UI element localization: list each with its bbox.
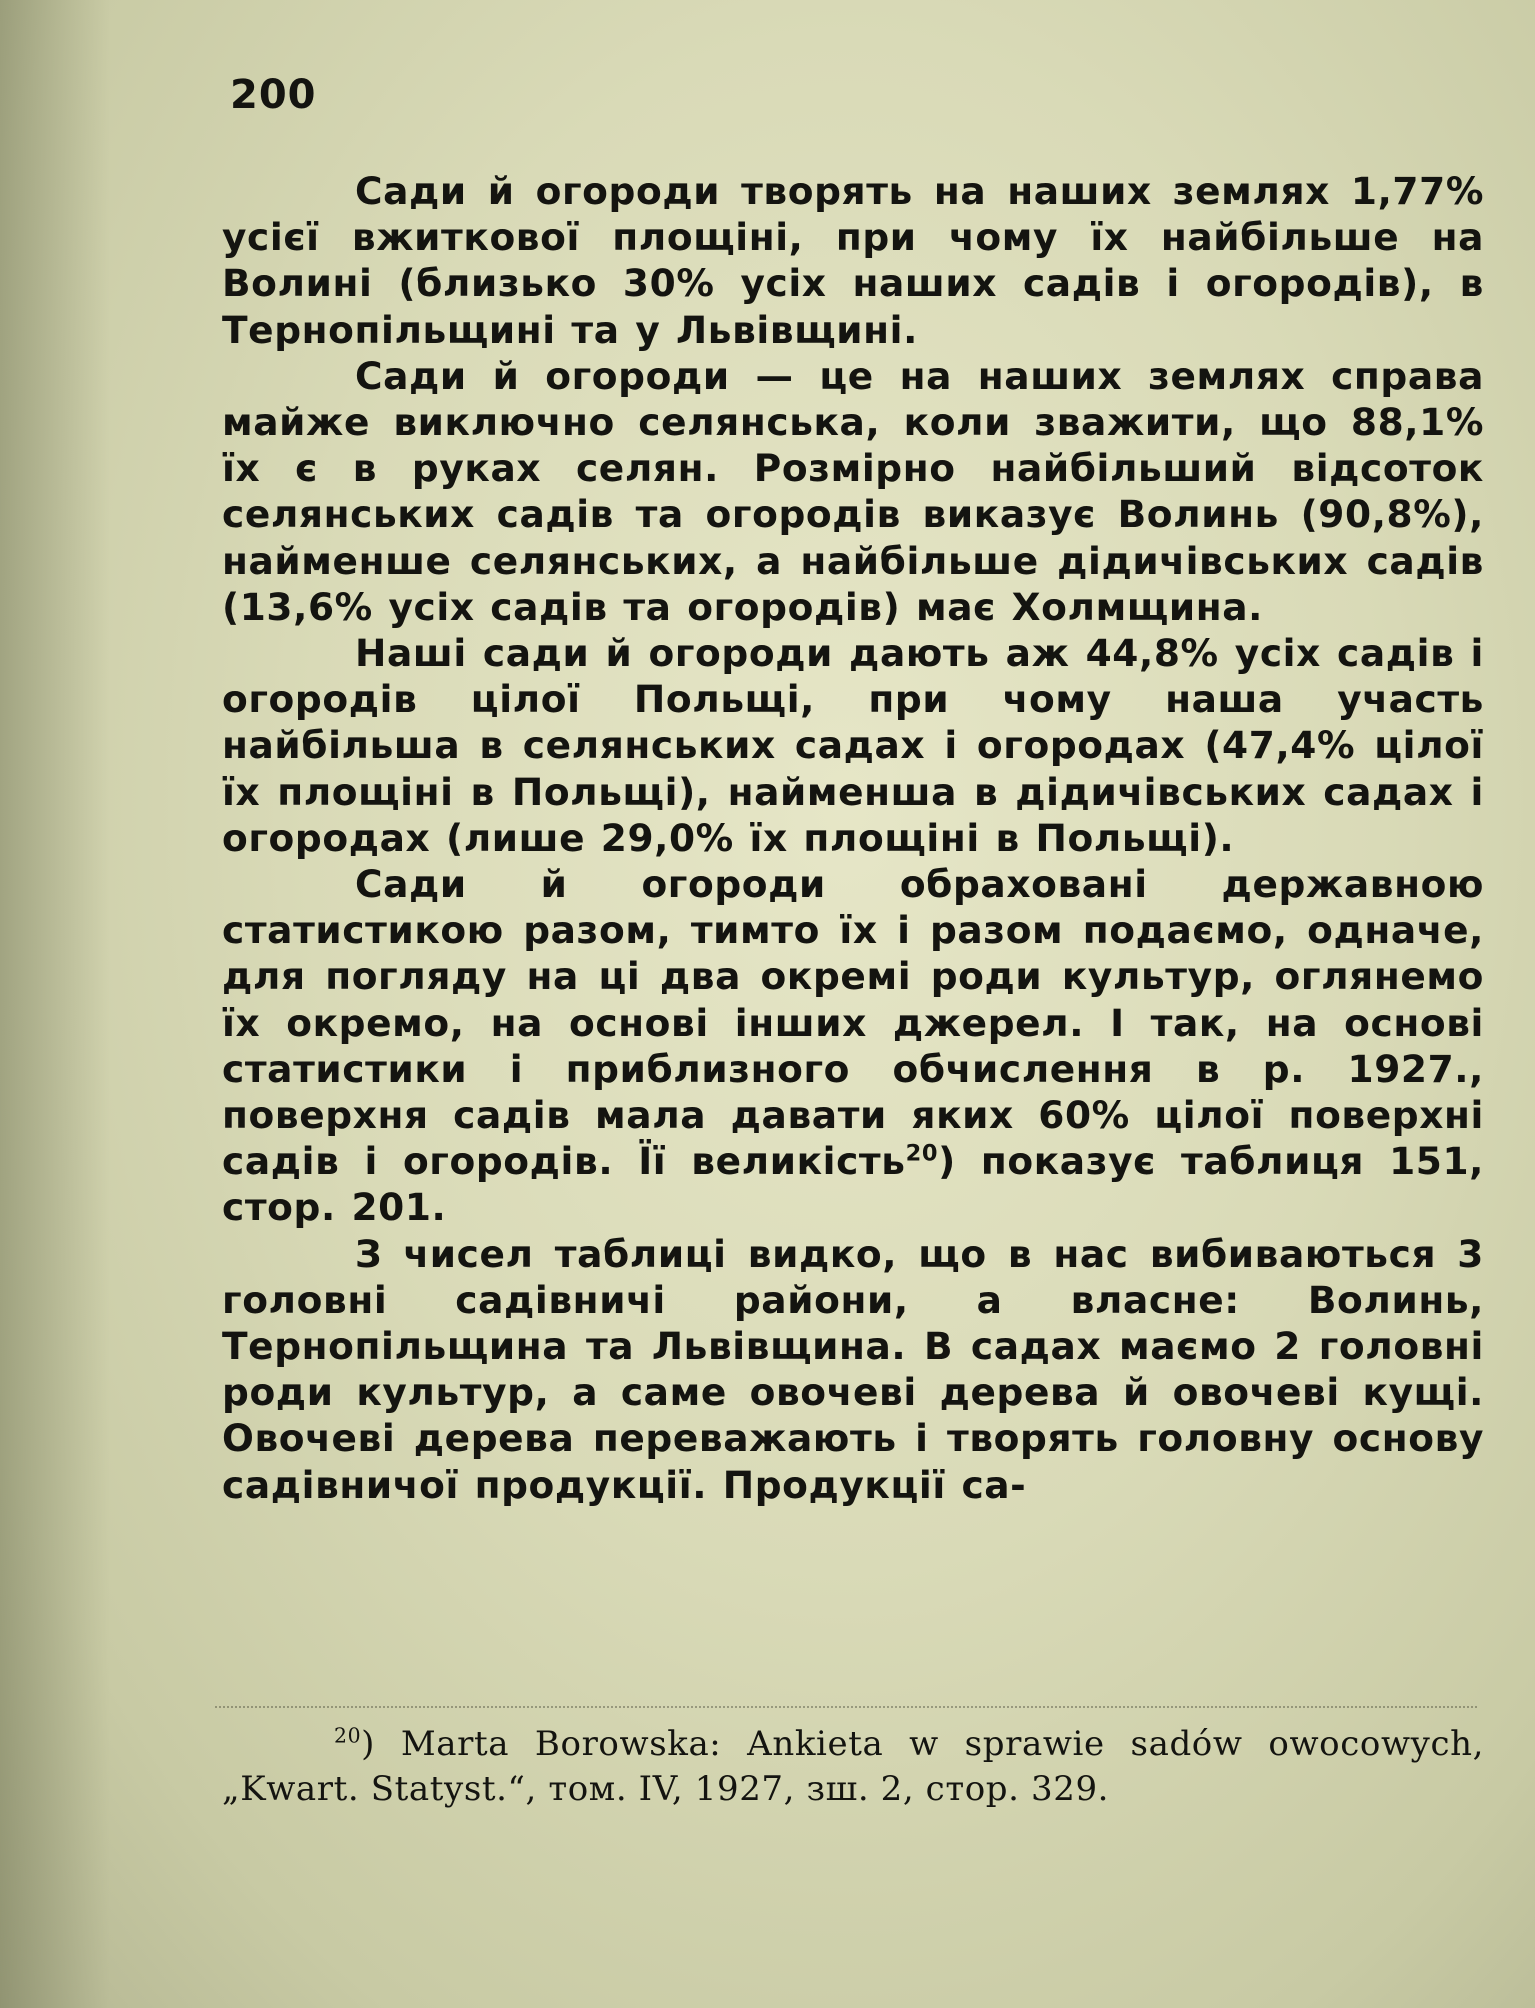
footnote-divider	[215, 1706, 1477, 1708]
paragraph-3: Наші сади й огороди дають аж 44,8% усіх садів і огородів цілої Польщі, при чому наша участь найбільша в селянських садах і огородах (47,4% цілої їх площіні в Польщі), найменша в дідичівських садах і огородах (лише 29,0% їх площіні в Польщі).	[222, 631, 1484, 860]
footnote-marker: 20	[334, 1723, 362, 1748]
paragraph-4-text: Сади й огороди обраховані державною статистикою разом, тимто їх і разом подаємо, одначе, для погляду на ці два окремі роди культур, оглянемо їх окремо, на основі інших джерел. І так, на основі статистики і приблизного обчислення в р. 1927., поверхня садів мала давати яких 60% цілої поверхні садів і огородів. Її великість	[222, 862, 1484, 1184]
paragraph-1: Сади й огороди творять на наших землях 1,77% усієї вжиткової площіні, при чому їх найбільше на Волині (близько 30% усіх наших садів і огородів), в Тернопільщині та у Львівщині.	[222, 169, 1484, 352]
footnote-text: ) Marta Borowska: Ankieta w sprawie sadów owocowych, „Kwart. Statyst.“, том. IV, 1927, зш. 2, стор. 329.	[222, 1724, 1484, 1809]
paragraph-5: З чисел таблиці видко, що в нас вибиваються 3 головні садівничі райони, а власне: Волинь, Тернопільщина та Львівщина. В садах маємо 2 головні роди культур, а саме овочеві дерева й овочеві кущі. Овочеві дерева переважають і творять головну основу садівничої продукції. Продукції са-	[222, 1231, 1484, 1507]
page-shadow	[0, 0, 110, 2008]
paragraph-4-tail: ) показує таблиця 151, стор. 201.	[222, 1139, 1484, 1230]
footnote-reference[interactable]: 20	[905, 1140, 939, 1167]
paragraph-2: Сади й огороди — це на наших землях справа майже виключно селянська, коли зважити, що 88,1% їх є в руках селян. Розмірно найбільший відсоток селянських садів та огородів виказує Волинь (90,8%), найменше селянських, а найбільше дідичівських садів (13,6% усіх садів та огородів) має Холмщина.	[222, 353, 1484, 629]
footnote	[222, 1722, 1484, 1812]
body-text	[222, 168, 1484, 1508]
paragraph-4	[222, 861, 1484, 1231]
page-number: 200	[230, 72, 317, 118]
